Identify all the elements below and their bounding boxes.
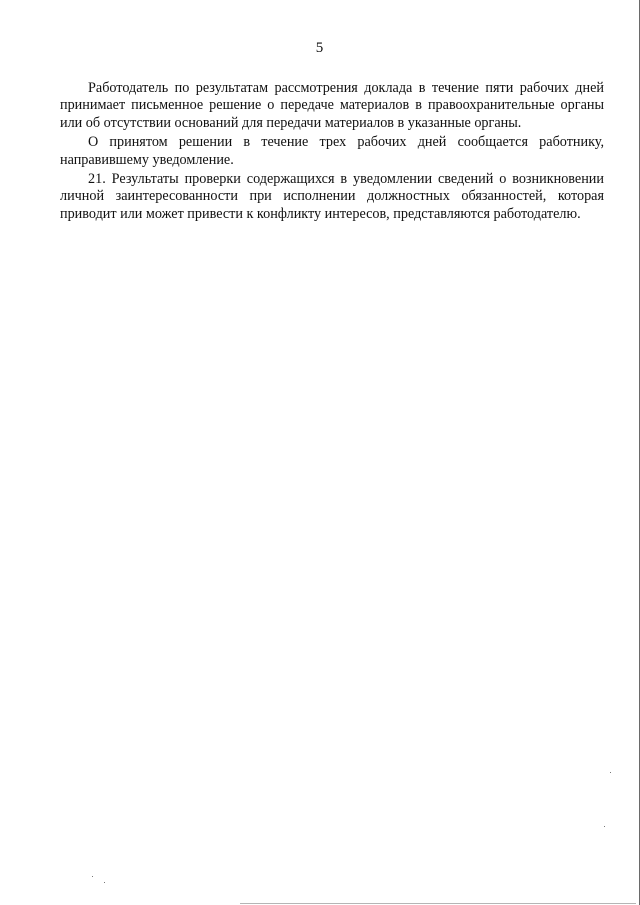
paragraph-notification: О принятом решении в течение трех рабочих дней сообщается работнику, направившему уведомление. (60, 134, 604, 168)
scan-speck (610, 772, 611, 773)
scan-edge-line (240, 903, 636, 904)
paragraph-decision: Работодатель по результатам рассмотрения доклада в течение пяти рабочих дней принимает письменное решение о передаче материалов в правоохранительные органы или об отсутствии оснований для передачи материалов в указанные органы. (60, 80, 604, 131)
scan-speck (604, 826, 605, 827)
document-body (60, 80, 604, 223)
scan-speck (92, 876, 93, 877)
page-number: 5 (315, 40, 324, 56)
paragraph-item-21: 21. Результаты проверки содержащихся в уведомлении сведений о возникновении личной заинтересованности при исполнении должностных обязанностей, которая приводит или может привести к конфликту интересов, представляются работодателю. (60, 171, 604, 222)
scan-speck (104, 882, 105, 883)
